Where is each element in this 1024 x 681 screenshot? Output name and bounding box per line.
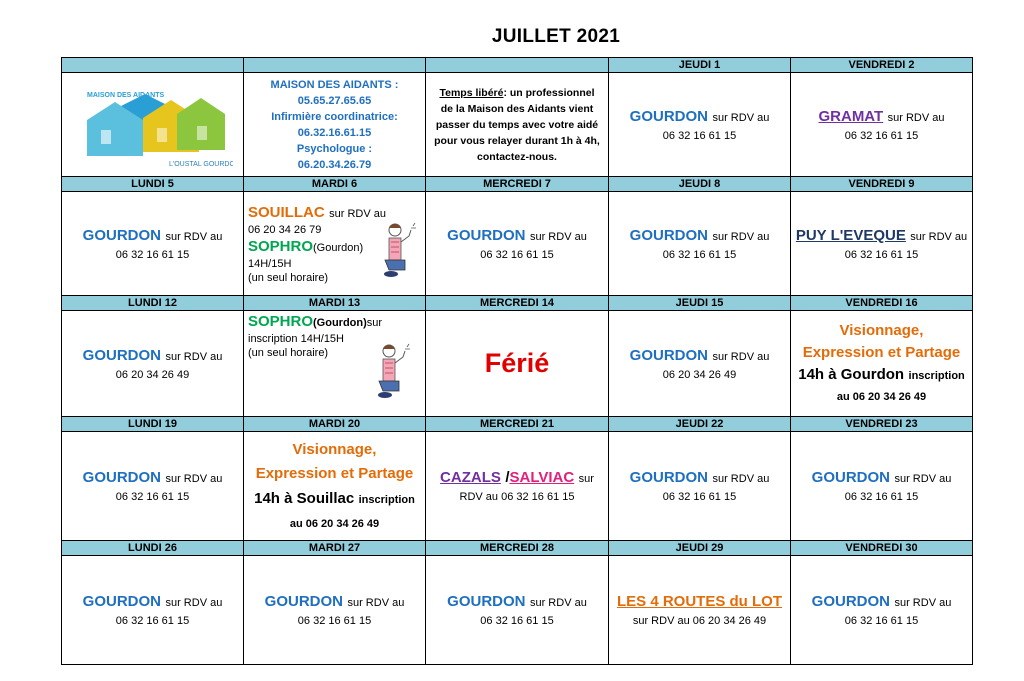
rdv-text: sur RDV au — [712, 473, 770, 485]
event-cell — [791, 311, 973, 417]
rdv-text: sur RDV au — [529, 597, 587, 609]
rdv-text: sur RDV au — [165, 473, 223, 485]
place-name: GOURDON — [811, 593, 891, 610]
maison-des-aidants-logo — [73, 80, 233, 170]
sophro-location: (Gourdon) — [313, 317, 367, 329]
day-header: MERCREDI 28 — [426, 541, 609, 556]
event-cell — [62, 432, 244, 541]
place-name: GRAMAT — [818, 107, 884, 125]
phone-number: 06 20 34 26 79 — [248, 223, 322, 236]
event-cell — [609, 311, 791, 417]
phone-number: 06 32 16 61 15 — [662, 491, 737, 503]
event-cell — [609, 192, 791, 296]
phone-number: 06 32 16 61 15 — [662, 129, 737, 142]
day-header: MERCREDI 21 — [426, 417, 609, 432]
place-name: GOURDON — [82, 346, 162, 364]
phone-number: 06 32 16 61 15 — [844, 615, 919, 627]
rdv-text: sur RDV au — [887, 111, 945, 124]
place-name: GOURDON — [264, 593, 344, 610]
place-name: GOURDON — [629, 226, 709, 244]
day-header — [244, 58, 426, 73]
event-time: 14h à Souillac — [254, 489, 355, 507]
phone-number: 06 32 16 61 15 — [115, 248, 190, 261]
event-title: Visionnage, — [292, 440, 377, 458]
contact-line: Psychologue : — [296, 142, 373, 155]
event-title: Expression et Partage — [255, 464, 414, 482]
event-cell — [244, 432, 426, 541]
phone-number: 06 32 16 61 15 — [115, 615, 190, 627]
rdv-text: sur RDV au — [529, 230, 587, 243]
temps-libre-text: pour vous relayer durant 1h à 4h, — [434, 134, 600, 147]
rdv-text: sur RDV au — [712, 111, 770, 124]
place-name: SOUILLAC — [248, 203, 325, 221]
rdv-text: sur — [578, 473, 594, 485]
day-header: MARDI 27 — [244, 541, 426, 556]
rdv-text: sur RDV au — [894, 597, 952, 609]
day-header: MARDI 13 — [244, 296, 426, 311]
place-name: GOURDON — [82, 469, 162, 486]
phone-number: 06 32 16 61 15 — [844, 248, 919, 261]
day-header: VENDREDI 23 — [791, 417, 973, 432]
calendar-table — [61, 57, 973, 665]
sophro-note: (un seul horaire) — [248, 271, 329, 284]
event-cell — [609, 556, 791, 665]
rdv-text: sur RDV au — [712, 350, 770, 363]
place-name: GOURDON — [82, 226, 162, 244]
event-cell — [791, 556, 973, 665]
day-header: VENDREDI 30 — [791, 541, 973, 556]
event-cell: CAZALS /SALVIAC sur RDV au 06 32 16 61 15 — [426, 432, 609, 541]
event-cell — [791, 192, 973, 296]
phone-number: 06 32 16 61 15 — [480, 615, 554, 627]
rdv-text: sur RDV au — [712, 230, 770, 243]
rdv-text: sur RDV au — [329, 207, 386, 220]
day-header: MERCREDI 14 — [426, 296, 609, 311]
header-row — [62, 541, 973, 556]
place-name: GOURDON — [811, 469, 891, 486]
phone-number: 06 32 16 61 15 — [844, 491, 919, 503]
day-header: VENDREDI 16 — [791, 296, 973, 311]
event-cell — [609, 73, 791, 177]
contact-phone: 05.65.27.65.65 — [297, 94, 372, 107]
phone-number: 06 32 16 61 15 — [115, 491, 190, 503]
meditation-figure-icon — [377, 341, 411, 403]
day-header: VENDREDI 9 — [791, 177, 973, 192]
place-name: GOURDON — [82, 593, 162, 610]
place-name: SALVIAC — [509, 469, 575, 486]
rdv-text: sur RDV au — [165, 350, 223, 363]
header-row — [62, 296, 973, 311]
meditation-figure-icon — [383, 222, 417, 280]
sophro-hours: inscription 14H/15H — [248, 333, 344, 345]
day-header: LUNDI 5 — [62, 177, 244, 192]
header-row — [62, 417, 973, 432]
day-header: JEUDI 1 — [609, 58, 791, 73]
place-name: GOURDON — [447, 226, 526, 244]
svg-text:MAISON DES AIDANTS: MAISON DES AIDANTS — [86, 91, 164, 99]
event-cell — [426, 311, 609, 417]
place-name: GOURDON — [447, 593, 526, 610]
temps-libre-label: Temps libéré — [439, 86, 504, 99]
day-header: JEUDI 22 — [609, 417, 791, 432]
place-name: GOURDON — [629, 346, 709, 364]
event-time: 14h à Gourdon — [798, 366, 905, 383]
rdv-text: sur RDV au — [165, 597, 223, 609]
day-header: VENDREDI 2 — [791, 58, 973, 73]
phone-number: 06 20 34 26 49 — [662, 368, 737, 381]
phone-number: 06 20 34 26 49 — [115, 368, 190, 381]
day-header: LUNDI 26 — [62, 541, 244, 556]
rdv-text: sur RDV au — [910, 230, 968, 243]
day-header: MARDI 20 — [244, 417, 426, 432]
logo-cell — [62, 73, 244, 177]
event-cell — [62, 311, 244, 417]
day-header: JEUDI 29 — [609, 541, 791, 556]
event-cell — [791, 432, 973, 541]
sophro-location: (Gourdon) — [313, 241, 364, 254]
rdv-text: sur RDV au — [347, 597, 405, 609]
event-cell — [609, 432, 791, 541]
header-row — [62, 177, 973, 192]
day-header: JEUDI 8 — [609, 177, 791, 192]
place-name: SOPHRO — [248, 313, 314, 330]
event-cell — [244, 556, 426, 665]
sophro-hours: 14H/15H — [248, 257, 292, 270]
phone-number: RDV au 06 32 16 61 15 — [459, 491, 575, 503]
temps-libre-text: passer du temps avec votre aidé — [435, 118, 599, 131]
rdv-text: sur — [366, 317, 383, 329]
rdv-text: sur RDV au — [894, 473, 952, 485]
event-cell — [426, 556, 609, 665]
svg-text:L'OUSTAL GOURDON: L'OUSTAL GOURDON — [168, 160, 233, 168]
event-cell — [62, 556, 244, 665]
week-row — [62, 73, 973, 177]
temps-libre-text: : un professionnel — [503, 86, 595, 99]
day-header: LUNDI 12 — [62, 296, 244, 311]
calendar-title: JUILLET 2021 — [491, 26, 621, 47]
day-header: MARDI 6 — [244, 177, 426, 192]
day-header: LUNDI 19 — [62, 417, 244, 432]
day-header: MERCREDI 7 — [426, 177, 609, 192]
day-header — [62, 58, 244, 73]
week-row — [62, 432, 973, 541]
inscription-text: inscription — [358, 493, 415, 506]
day-header — [426, 58, 609, 73]
event-title: Expression et Partage — [802, 344, 961, 361]
phone-number: au 06 20 34 26 49 — [289, 517, 380, 530]
temps-libre-cell — [426, 73, 609, 177]
phone-number: 06 32 16 61 15 — [662, 248, 737, 261]
contact-line: MAISON DES AIDANTS : — [270, 78, 399, 91]
sophro-note: (un seul horaire) — [248, 347, 329, 359]
contact-line: Infirmière coordinatrice: — [271, 110, 398, 123]
contact-phone: 06.20.34.26.79 — [297, 158, 372, 171]
place-name: PUY L'EVEQUE — [795, 226, 906, 244]
place-name: GOURDON — [629, 107, 709, 125]
temps-libre-text: contactez-nous. — [477, 150, 557, 163]
day-header: JEUDI 15 — [609, 296, 791, 311]
contact-cell — [244, 73, 426, 177]
contact-phone: 06.32.16.61.15 — [297, 126, 372, 139]
place-name: GOURDON — [629, 469, 709, 486]
header-row — [62, 58, 973, 73]
phone-number: 06 32 16 61 15 — [297, 615, 372, 627]
temps-libre-text: de la Maison des Aidants vient — [440, 102, 594, 115]
week-row — [62, 311, 973, 417]
event-cell — [244, 311, 426, 417]
phone-number: au 06 20 34 26 49 — [836, 391, 927, 403]
event-cell — [244, 192, 426, 296]
place-name: LES 4 ROUTES du LOT — [616, 593, 782, 610]
holiday-label: Férié — [484, 348, 550, 378]
place-name: SOPHRO — [248, 237, 314, 255]
event-cell — [791, 73, 973, 177]
week-row — [62, 556, 973, 665]
event-cell — [426, 192, 609, 296]
place-name: CAZALS — [440, 469, 501, 486]
phone-number: 06 32 16 61 15 — [844, 129, 919, 142]
event-title: Visionnage, — [839, 322, 924, 339]
phone-number: sur RDV au 06 20 34 26 49 — [632, 615, 767, 627]
phone-number: 06 32 16 61 15 — [480, 248, 554, 261]
week-row — [62, 192, 973, 296]
rdv-text: sur RDV au — [165, 230, 223, 243]
event-cell — [62, 192, 244, 296]
inscription-text: inscription — [908, 370, 965, 382]
